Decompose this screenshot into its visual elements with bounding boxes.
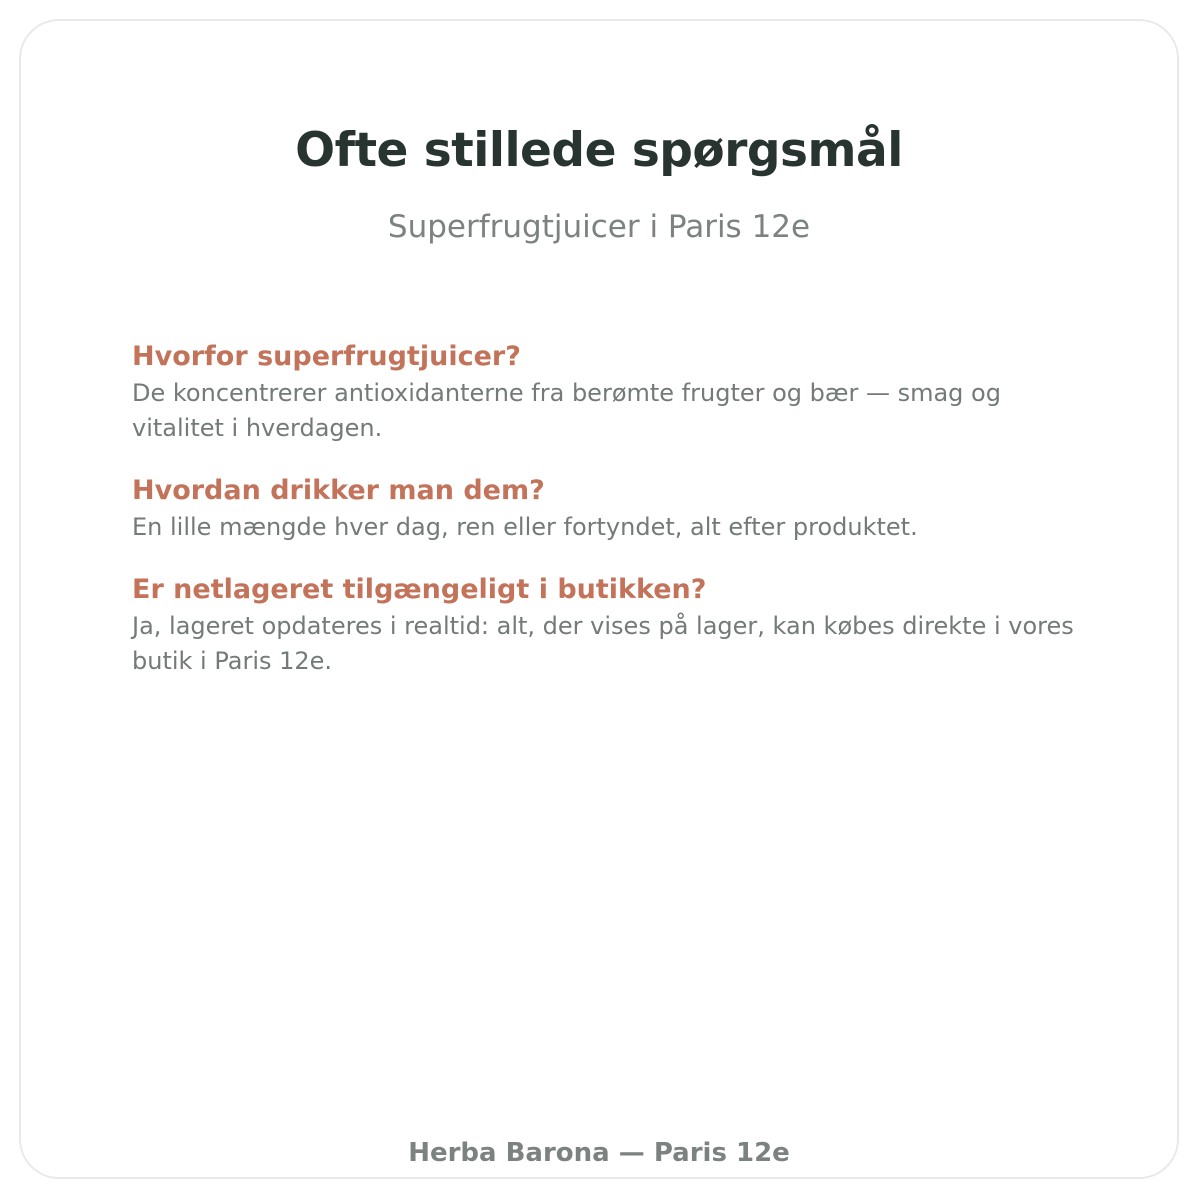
faq-item	[132, 472, 1092, 545]
faq-question: Hvordan drikker man dem?	[132, 475, 545, 506]
faq-card	[19, 19, 1179, 1179]
footer-brand: Herba Barona — Paris 12e	[408, 1138, 790, 1168]
page-title: Ofte stillede spørgsmål	[295, 123, 903, 178]
faq-question: Er netlageret tilgængeligt i butikken?	[132, 574, 707, 605]
faq-question: Hvorfor superfrugtjuicer?	[132, 341, 521, 372]
page-subtitle: Superfrugtjuicer i Paris 12e	[387, 209, 811, 245]
faq-answer: Ja, lageret opdateres i realtid: alt, der vises på lager, kan købes direkte i vores butik i Paris 12e.	[132, 612, 1074, 675]
faq-answer: En lille mængde hver dag, ren eller fortyndet, alt efter produktet.	[132, 513, 918, 541]
faq-answer: De koncentrerer antioxidanterne fra berømte frugter og bær — smag og vitalitet i hverdagen.	[132, 379, 1001, 442]
faq-list	[132, 338, 1092, 705]
faq-item	[132, 571, 1092, 679]
faq-item	[132, 338, 1092, 446]
